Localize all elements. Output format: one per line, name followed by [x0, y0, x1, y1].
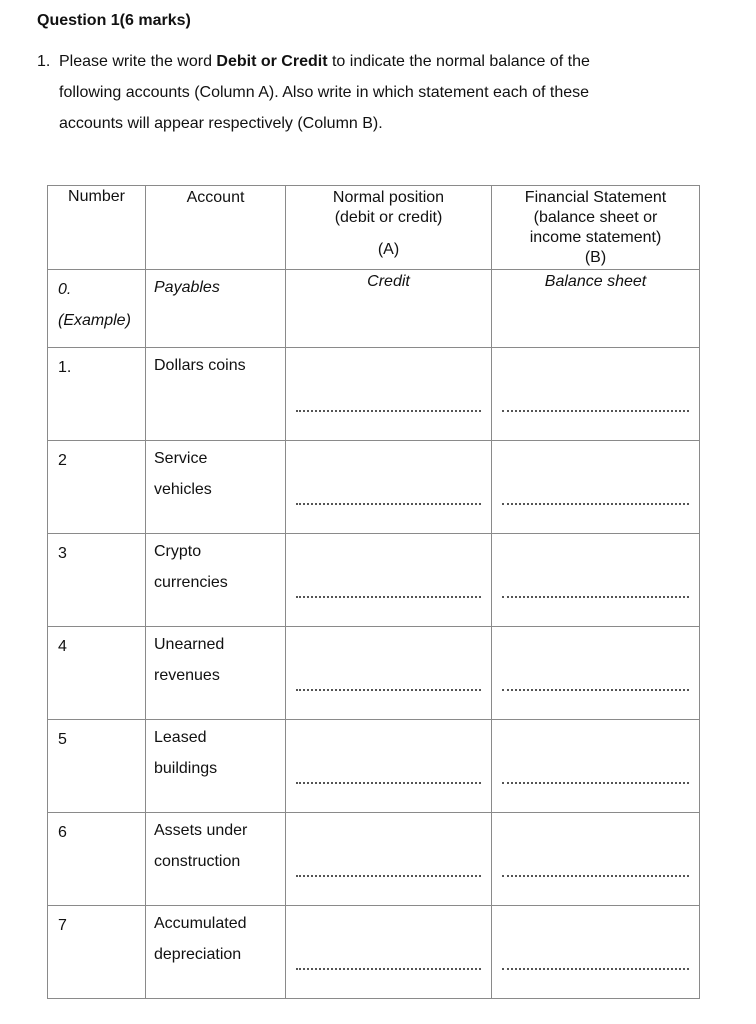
account-line: buildings — [154, 760, 218, 777]
example-statement: Balance sheet — [492, 270, 700, 348]
example-normal-position: Credit — [286, 270, 492, 348]
account-line: Assets under — [154, 822, 248, 839]
dotted-answer-line — [296, 782, 481, 784]
header-financial-statement — [492, 186, 700, 270]
answer-normal-position[interactable] — [286, 720, 492, 813]
dotted-answer-line — [502, 782, 689, 784]
row-account — [146, 534, 286, 627]
row-account — [146, 813, 286, 906]
question-line-3: accounts will appear respectively (Column B). — [59, 115, 383, 132]
dotted-answer-line — [502, 689, 689, 691]
answer-normal-position[interactable] — [286, 348, 492, 441]
dotted-answer-line — [296, 503, 481, 505]
account-line: Service — [154, 450, 208, 467]
answer-statement[interactable] — [492, 627, 700, 720]
question-body — [37, 46, 697, 139]
example-number-value: 0. — [58, 281, 72, 298]
dotted-answer-line — [502, 596, 689, 598]
row-account — [146, 627, 286, 720]
table-row — [48, 813, 700, 906]
example-account: Payables — [146, 270, 286, 348]
row-number: 1. — [48, 348, 146, 441]
header-column-b: (B) — [584, 249, 607, 266]
dotted-answer-line — [502, 875, 689, 877]
answer-statement[interactable] — [492, 441, 700, 534]
answer-normal-position[interactable] — [286, 813, 492, 906]
row-number: 2 — [48, 441, 146, 534]
dotted-answer-line — [502, 968, 689, 970]
answer-statement[interactable] — [492, 348, 700, 441]
account-line: revenues — [154, 667, 220, 684]
debit-credit-bold: Debit or Credit — [216, 53, 328, 70]
row-number: 3 — [48, 534, 146, 627]
answer-normal-position[interactable] — [286, 534, 492, 627]
table-row — [48, 720, 700, 813]
answer-normal-position[interactable] — [286, 441, 492, 534]
accounts-table — [47, 185, 700, 999]
answer-statement[interactable] — [492, 813, 700, 906]
header-number: Number — [48, 186, 146, 270]
account-line: Leased — [154, 729, 207, 746]
dotted-answer-line — [296, 596, 481, 598]
row-account — [146, 720, 286, 813]
dotted-answer-line — [502, 503, 689, 505]
header-normal-line: (debit or credit) — [334, 209, 443, 226]
account-line: Crypto — [154, 543, 202, 560]
account-line: construction — [154, 853, 241, 870]
example-row — [48, 270, 700, 348]
account-line: currencies — [154, 574, 228, 591]
header-column-a: (A) — [377, 241, 400, 258]
question-number: 1. — [37, 53, 51, 70]
answer-statement[interactable] — [492, 534, 700, 627]
row-account — [146, 906, 286, 999]
example-note: (Example) — [58, 312, 131, 329]
account-line: Unearned — [154, 636, 225, 653]
account-line: depreciation — [154, 946, 242, 963]
dotted-answer-line — [296, 410, 481, 412]
answer-statement[interactable] — [492, 720, 700, 813]
example-number — [48, 270, 146, 348]
row-account — [146, 441, 286, 534]
row-number: 7 — [48, 906, 146, 999]
header-normal-position — [286, 186, 492, 270]
table-row — [48, 441, 700, 534]
table-row — [48, 627, 700, 720]
header-fs-line: Financial Statement — [524, 189, 667, 206]
account-line: vehicles — [154, 481, 212, 498]
row-account — [146, 348, 286, 441]
dotted-answer-line — [502, 410, 689, 412]
header-row — [48, 186, 700, 270]
table-row — [48, 534, 700, 627]
header-normal-line: Normal position — [332, 189, 445, 206]
dotted-answer-line — [296, 968, 481, 970]
account-line: Dollars coins — [154, 357, 246, 374]
row-number: 5 — [48, 720, 146, 813]
header-account-label: Account — [186, 189, 245, 206]
header-account — [146, 186, 286, 270]
row-number: 6 — [48, 813, 146, 906]
header-fs-line: (balance sheet or — [533, 209, 658, 226]
dotted-answer-line — [296, 875, 481, 877]
table-row — [48, 348, 700, 441]
question-text-part: to indicate the normal balance of the — [327, 53, 590, 70]
answer-statement[interactable] — [492, 906, 700, 999]
dotted-answer-line — [296, 689, 481, 691]
question-line-1 — [59, 46, 697, 77]
answer-normal-position[interactable] — [286, 906, 492, 999]
question-text — [37, 46, 697, 139]
header-fs-line: income statement) — [529, 229, 662, 246]
question-heading: Question 1(6 marks) — [37, 12, 191, 29]
row-number: 4 — [48, 627, 146, 720]
table-row — [48, 906, 700, 999]
question-text-part: Please write the word — [59, 53, 217, 70]
question-line-2: following accounts (Column A). Also write in which statement each of these — [59, 84, 590, 101]
account-line: Accumulated — [154, 915, 247, 932]
answer-normal-position[interactable] — [286, 627, 492, 720]
